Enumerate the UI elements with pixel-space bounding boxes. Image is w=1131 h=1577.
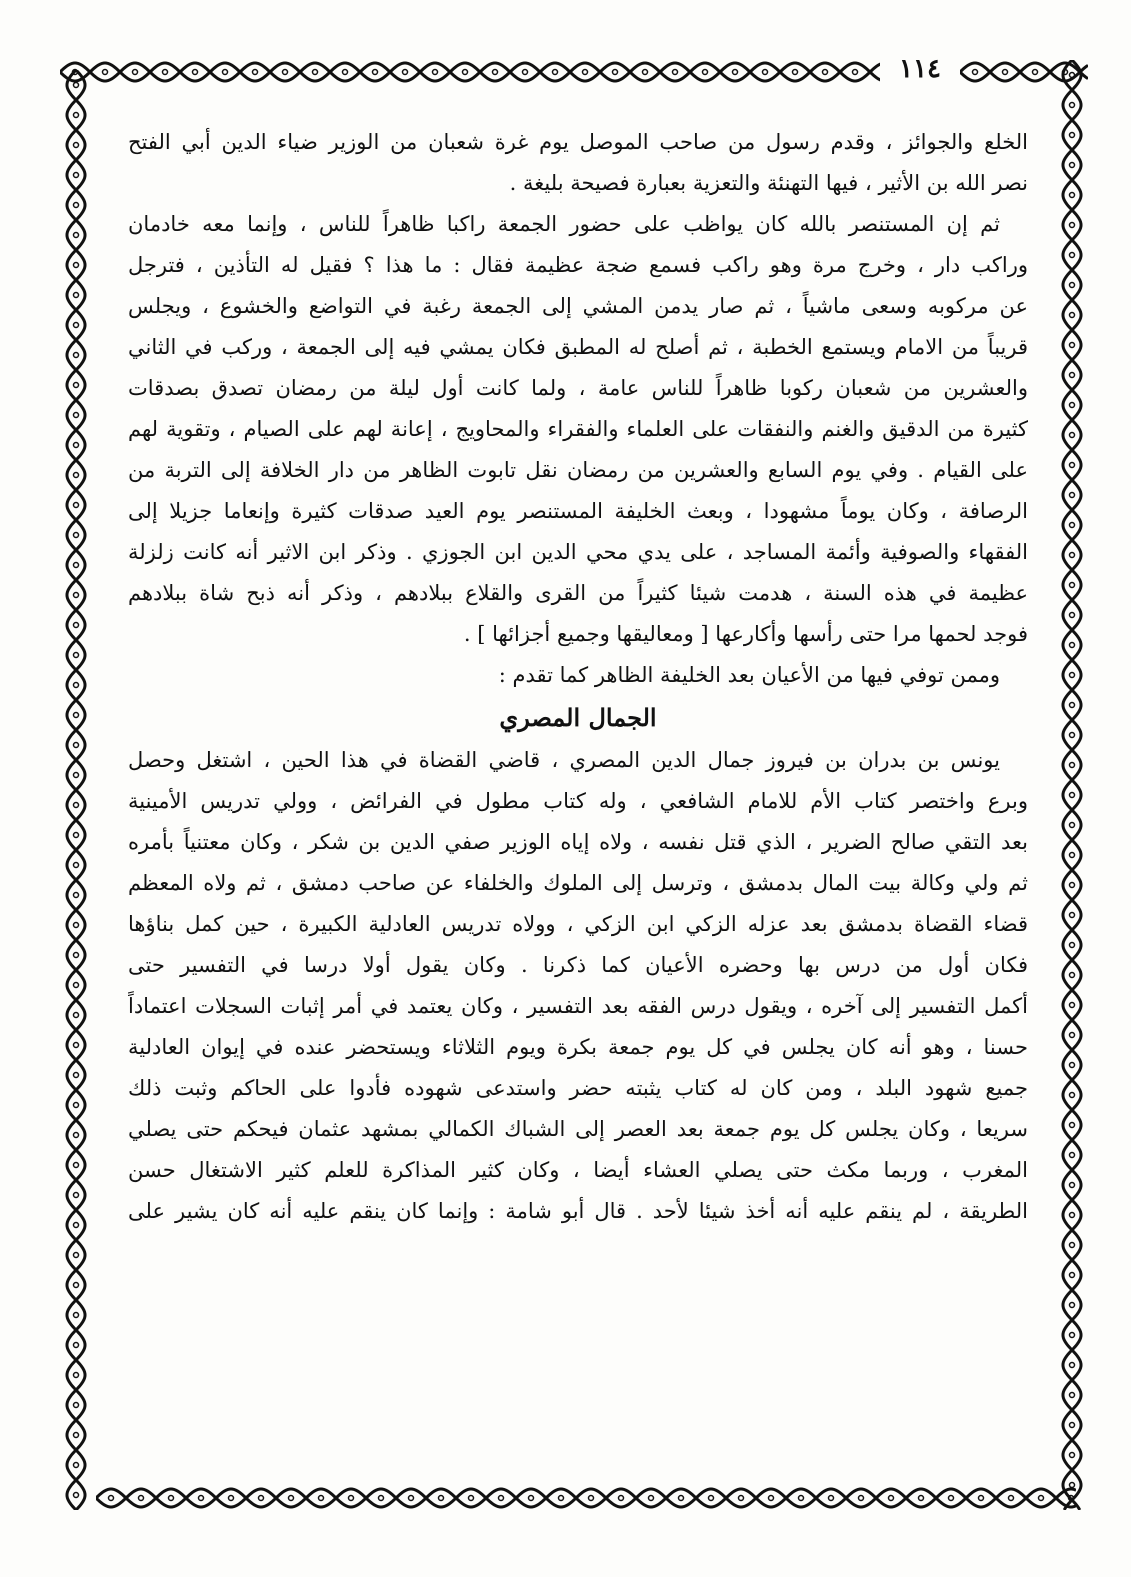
text-line: الطريقة ، لم ينقم عليه أنه أخذ شيئا لأحد . قال أبو شامة : وإنما كان ينقم عليه أنه كان يشير على — [128, 1199, 1028, 1223]
text-line: أكمل التفسير إلى آخره ، ويقول درس الفقه بعد التفسير ، وكان يعتمد في أمر إثبات السجلات اعتماداً — [128, 994, 1028, 1018]
text-line: قريباً من الامام ويستمع الخطبة ، ثم أصلح له المطبق فكان يمشي فيه إلى الجمعة ، وركب في الثاني — [128, 335, 1028, 359]
paragraph-4 — [128, 740, 1028, 1232]
text-line: جميع شهود البلد ، ومن كان له كتاب يثبته حضر واستدعى شهوده فأدوا على الحاكم وثبت ذلك — [128, 1076, 1028, 1100]
text-line: الرصافة ، وكان يوماً مشهودا ، وبعث الخليفة المستنصر يوم العيد صدقات كثيرة وإنعاما جزيلا إلى — [128, 499, 1028, 523]
text-line: عظيمة في هذه السنة ، هدمت شيئا كثيراً من القرى والقلاع ببلادهم ، وذكر أنه ذبح شاة ببلادهم — [128, 581, 1028, 605]
text-line: يونس بن بدران بن فيروز جمال الدين المصري ، قاضي القضاة في هذا الحين ، اشتغل وحصل — [128, 748, 1000, 772]
text-line: فوجد لحمها مرا حتى رأسها وأكارعها [ ومعاليقها وجميع أجزائها ] . — [463, 622, 1028, 646]
section-heading: الجمال المصري — [499, 703, 657, 732]
text-line: فكان أول من درس بها وحضره الأعيان كما ذكرنا . وكان يقول أولا درسا في التفسير حتى — [128, 953, 1028, 977]
text-line: وراكب دار ، وخرج مرة وهو راكب فسمع ضجة عظيمة فقال : ما هذا ؟ فقيل له التأذين ، فترجل — [128, 253, 1028, 277]
paragraph-2 — [128, 204, 1028, 655]
paragraph-3 — [128, 655, 1028, 696]
text-line: نصر الله بن الأثير ، فيها التهنئة والتعزية بعبارة فصيحة بليغة . — [509, 171, 1028, 195]
text-line: وممن توفي فيها من الأعيان بعد الخليفة الظاهر كما تقدم : — [498, 663, 1000, 687]
text-line: بعد التقي صالح الضرير ، الذي قتل نفسه ، ولاه إياه الوزير صفي الدين بن شكر ، وكان معتنياً بأمره — [128, 830, 1028, 854]
text-line: وبرع واختصر كتاب الأم للامام الشافعي ، وله كتاب مطول في الفرائض ، وولي تدريس الأمينية — [128, 789, 1028, 813]
text-line: قضاء القضاة بدمشق بعد عزله الزكي ابن الزكي ، وولاه تدريس العادلية الكبيرة ، حين كمل بناؤها — [128, 912, 1028, 936]
text-line: على القيام . وفي يوم السابع والعشرين من رمضان نقل تابوت الظاهر من دار الخلافة إلى التربة من — [128, 458, 1028, 482]
page-number: ١١٤ — [880, 54, 960, 84]
text-line: ثم ولي وكالة بيت المال بدمشق ، وترسل إلى الملوك والخلفاء عن صاحب دمشق ، ثم ولاه المعظم — [128, 871, 1028, 895]
text-line: المغرب ، وربما مكث حتى يصلي العشاء أيضا ، وكان كثير المذاكرة للعلم كثير الاشتغال حسن — [128, 1158, 1028, 1182]
ornamental-border-right — [1052, 60, 1092, 1510]
text-line: سريعا ، وكان يجلس كل يوم جمعة بعد العصر إلى الشباك الكمالي بمشهد عثمان فيحكم حتى يصلي — [128, 1117, 1028, 1141]
text-line: عن مركوبه وسعى ماشياً ، ثم صار يدمن المشي إلى الجمعة رغبة في التواضع والخشوع ، ويجلس — [128, 294, 1028, 318]
text-line: والعشرين من شعبان ركوبا ظاهراً للناس عامة ، ولما كانت أول ليلة من رمضان تصدق بصدقات — [128, 376, 1028, 400]
text-line: حسنا ، وهو أنه كان يجلس في كل يوم جمعة بكرة ويوم الثلاثاء ويستحضر عنده في إيوان العادلية — [128, 1035, 1028, 1059]
main-text — [128, 122, 1028, 1482]
text-line: كثيرة من الدقيق والغنم والنفقات على العلماء والفقراء والمحاويج ، إعانة لهم على الصيام ، وتقوية لهم — [128, 417, 1028, 441]
text-line: الخلع والجوائز ، وقدم رسول من صاحب الموصل يوم غرة شعبان من الوزير ضياء الدين أبي الفتح — [128, 130, 1028, 154]
paragraph-1 — [128, 122, 1028, 204]
text-line: ثم إن المستنصر بالله كان يواظب على حضور الجمعة راكبا ظاهراً للناس ، وإنما معه خادمان — [128, 212, 1000, 236]
ornamental-border-left — [56, 70, 96, 1510]
ornamental-border-bottom — [96, 1478, 1076, 1518]
text-line: الفقهاء والصوفية وأئمة المساجد ، على يدي محي الدين ابن الجوزي . وذكر ابن الاثير أنه كانت زلزلة — [128, 540, 1028, 564]
